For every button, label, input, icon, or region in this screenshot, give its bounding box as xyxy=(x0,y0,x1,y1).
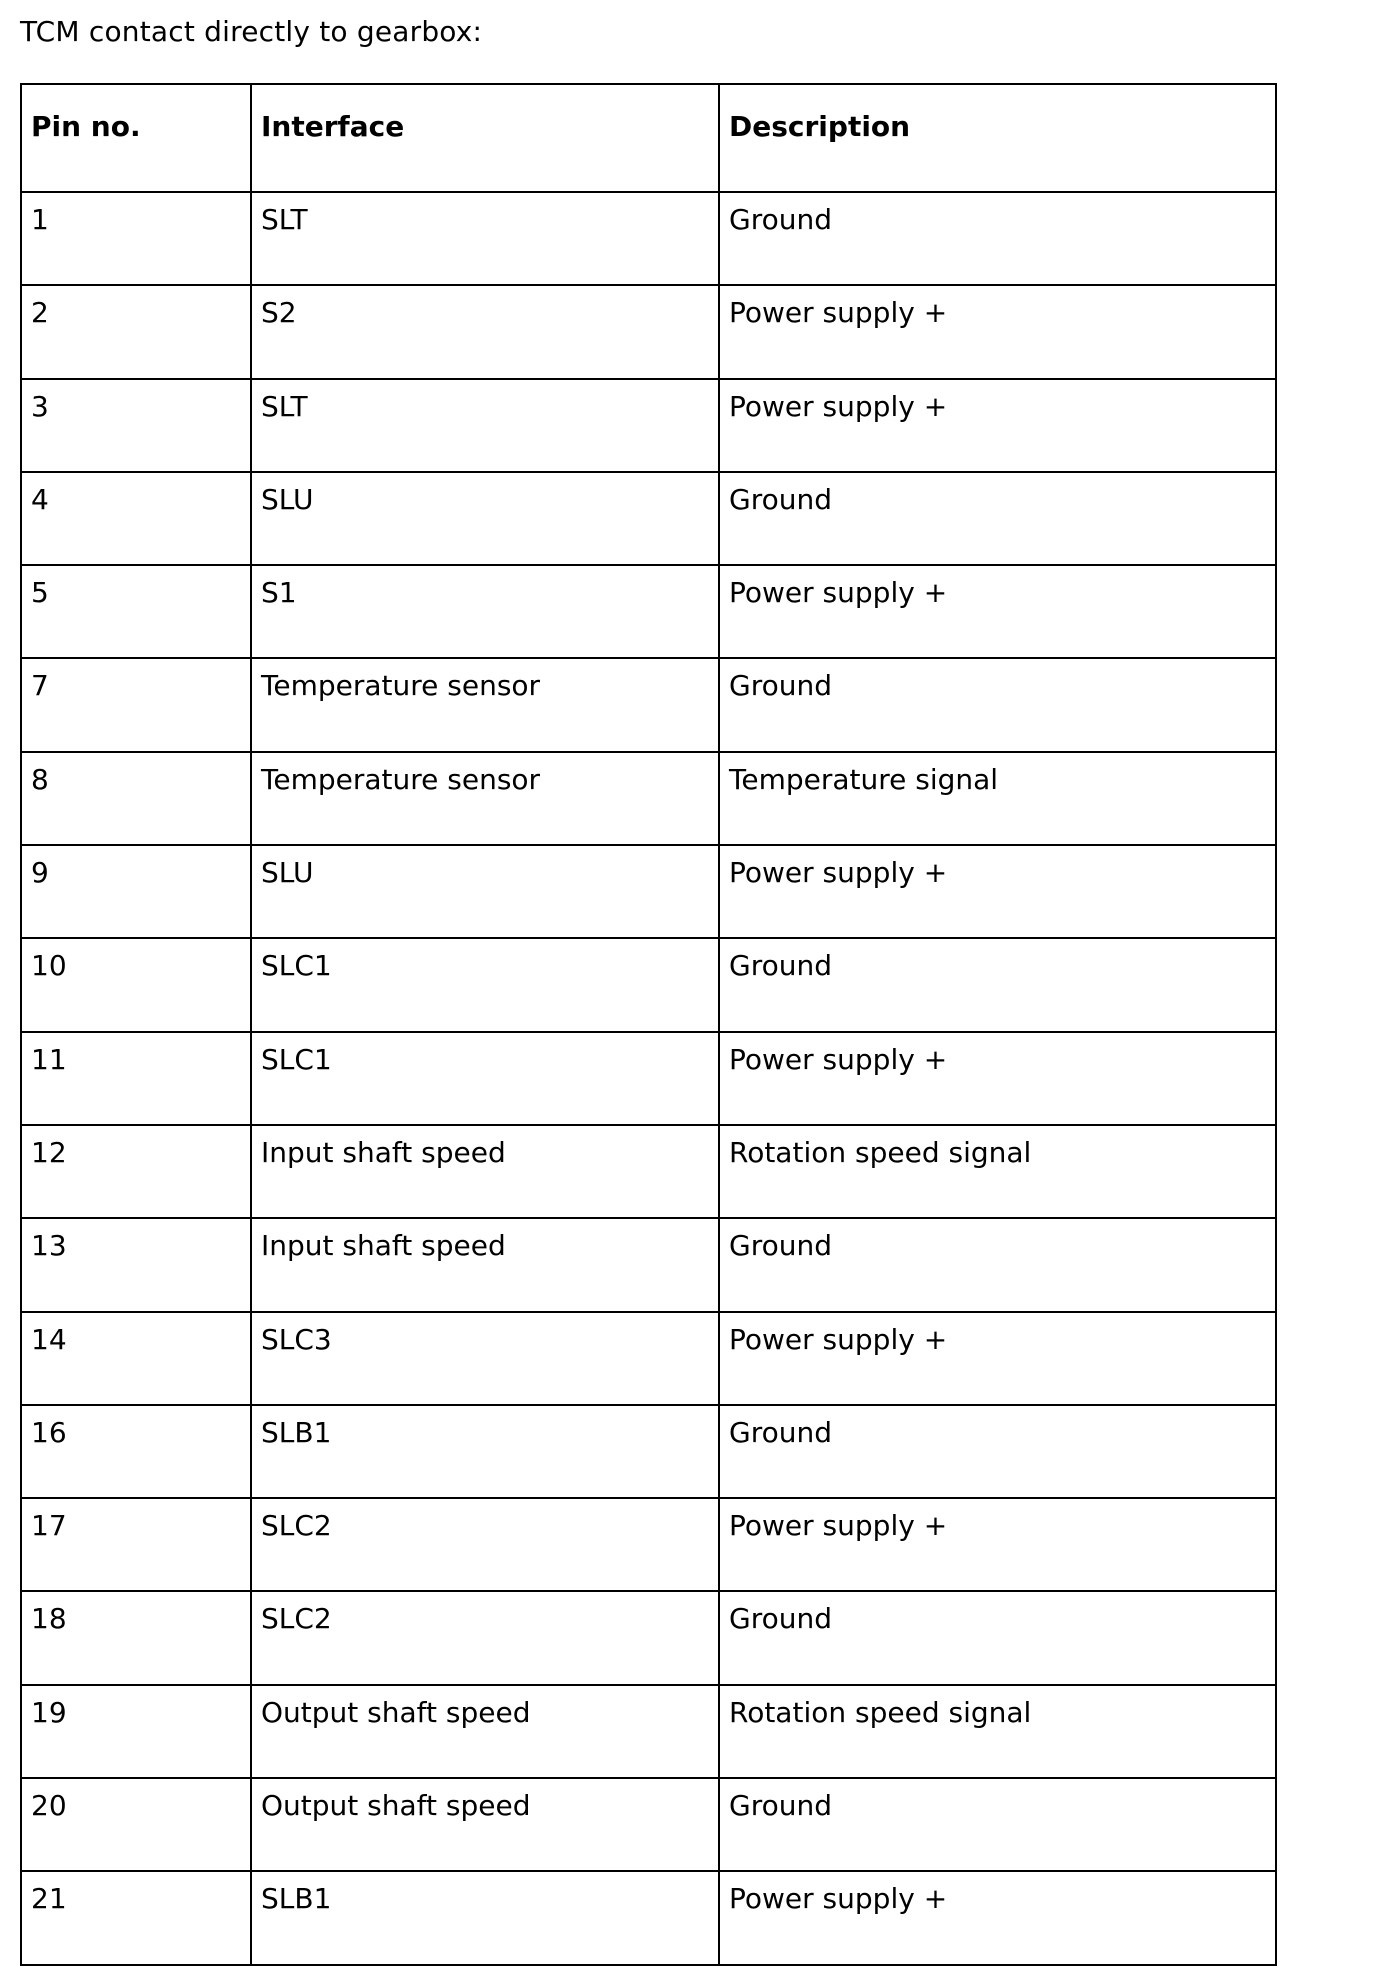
cell-interface: SLC1 xyxy=(251,938,719,1031)
cell-description: Rotation speed signal xyxy=(719,1125,1276,1218)
cell-description: Power supply + xyxy=(719,1498,1276,1591)
cell-pin-no: 18 xyxy=(21,1591,251,1684)
header-description: Description xyxy=(719,84,1276,192)
cell-description: Power supply + xyxy=(719,379,1276,472)
table-row xyxy=(21,845,1276,938)
cell-description: Ground xyxy=(719,192,1276,285)
header-interface: Interface xyxy=(251,84,719,192)
cell-pin-no: 21 xyxy=(21,1871,251,1964)
cell-interface: SLC1 xyxy=(251,1032,719,1125)
table-row xyxy=(21,1498,1276,1591)
cell-pin-no: 16 xyxy=(21,1405,251,1498)
cell-pin-no: 12 xyxy=(21,1125,251,1218)
table-row xyxy=(21,472,1276,565)
cell-interface: SLT xyxy=(251,379,719,472)
cell-interface: SLU xyxy=(251,472,719,565)
cell-pin-no: 10 xyxy=(21,938,251,1031)
table-row xyxy=(21,1405,1276,1498)
cell-pin-no: 5 xyxy=(21,565,251,658)
cell-interface: SLB1 xyxy=(251,1871,719,1964)
cell-pin-no: 9 xyxy=(21,845,251,938)
table-row xyxy=(21,1685,1276,1778)
table-row xyxy=(21,1218,1276,1311)
pin-table xyxy=(20,83,1277,1966)
cell-pin-no: 8 xyxy=(21,752,251,845)
cell-interface: S1 xyxy=(251,565,719,658)
cell-description: Rotation speed signal xyxy=(719,1685,1276,1778)
cell-description: Power supply + xyxy=(719,1032,1276,1125)
table-row xyxy=(21,938,1276,1031)
table-row xyxy=(21,1591,1276,1684)
cell-description: Power supply + xyxy=(719,1312,1276,1405)
cell-description: Ground xyxy=(719,1218,1276,1311)
cell-pin-no: 4 xyxy=(21,472,251,565)
cell-interface: SLC3 xyxy=(251,1312,719,1405)
cell-interface: SLT xyxy=(251,192,719,285)
table-row xyxy=(21,1125,1276,1218)
cell-interface: S2 xyxy=(251,285,719,378)
cell-description: Power supply + xyxy=(719,565,1276,658)
cell-description: Ground xyxy=(719,658,1276,751)
table-row xyxy=(21,1312,1276,1405)
cell-interface: Input shaft speed xyxy=(251,1218,719,1311)
cell-interface: Temperature sensor xyxy=(251,752,719,845)
cell-interface: SLB1 xyxy=(251,1405,719,1498)
cell-interface: Output shaft speed xyxy=(251,1778,719,1871)
table-row xyxy=(21,192,1276,285)
header-pin-no: Pin no. xyxy=(21,84,251,192)
table-row xyxy=(21,379,1276,472)
cell-pin-no: 17 xyxy=(21,1498,251,1591)
table-row xyxy=(21,752,1276,845)
cell-description: Power supply + xyxy=(719,845,1276,938)
table-row xyxy=(21,1778,1276,1871)
cell-interface: SLU xyxy=(251,845,719,938)
cell-description: Temperature signal xyxy=(719,752,1276,845)
cell-pin-no: 11 xyxy=(21,1032,251,1125)
cell-pin-no: 3 xyxy=(21,379,251,472)
cell-pin-no: 13 xyxy=(21,1218,251,1311)
table-row xyxy=(21,1032,1276,1125)
cell-pin-no: 1 xyxy=(21,192,251,285)
cell-pin-no: 19 xyxy=(21,1685,251,1778)
cell-interface: Input shaft speed xyxy=(251,1125,719,1218)
cell-pin-no: 7 xyxy=(21,658,251,751)
cell-description: Ground xyxy=(719,1778,1276,1871)
cell-description: Power supply + xyxy=(719,1871,1276,1964)
cell-pin-no: 20 xyxy=(21,1778,251,1871)
cell-description: Ground xyxy=(719,1405,1276,1498)
cell-pin-no: 2 xyxy=(21,285,251,378)
cell-description: Ground xyxy=(719,472,1276,565)
cell-pin-no: 14 xyxy=(21,1312,251,1405)
cell-description: Ground xyxy=(719,1591,1276,1684)
table-header-row xyxy=(21,84,1276,192)
table-row xyxy=(21,285,1276,378)
table-row xyxy=(21,658,1276,751)
cell-interface: SLC2 xyxy=(251,1498,719,1591)
table-row xyxy=(21,1871,1276,1964)
cell-description: Power supply + xyxy=(719,285,1276,378)
cell-interface: Temperature sensor xyxy=(251,658,719,751)
table-row xyxy=(21,565,1276,658)
page-heading: TCM contact directly to gearbox: xyxy=(20,15,483,48)
cell-interface: SLC2 xyxy=(251,1591,719,1684)
cell-interface: Output shaft speed xyxy=(251,1685,719,1778)
cell-description: Ground xyxy=(719,938,1276,1031)
